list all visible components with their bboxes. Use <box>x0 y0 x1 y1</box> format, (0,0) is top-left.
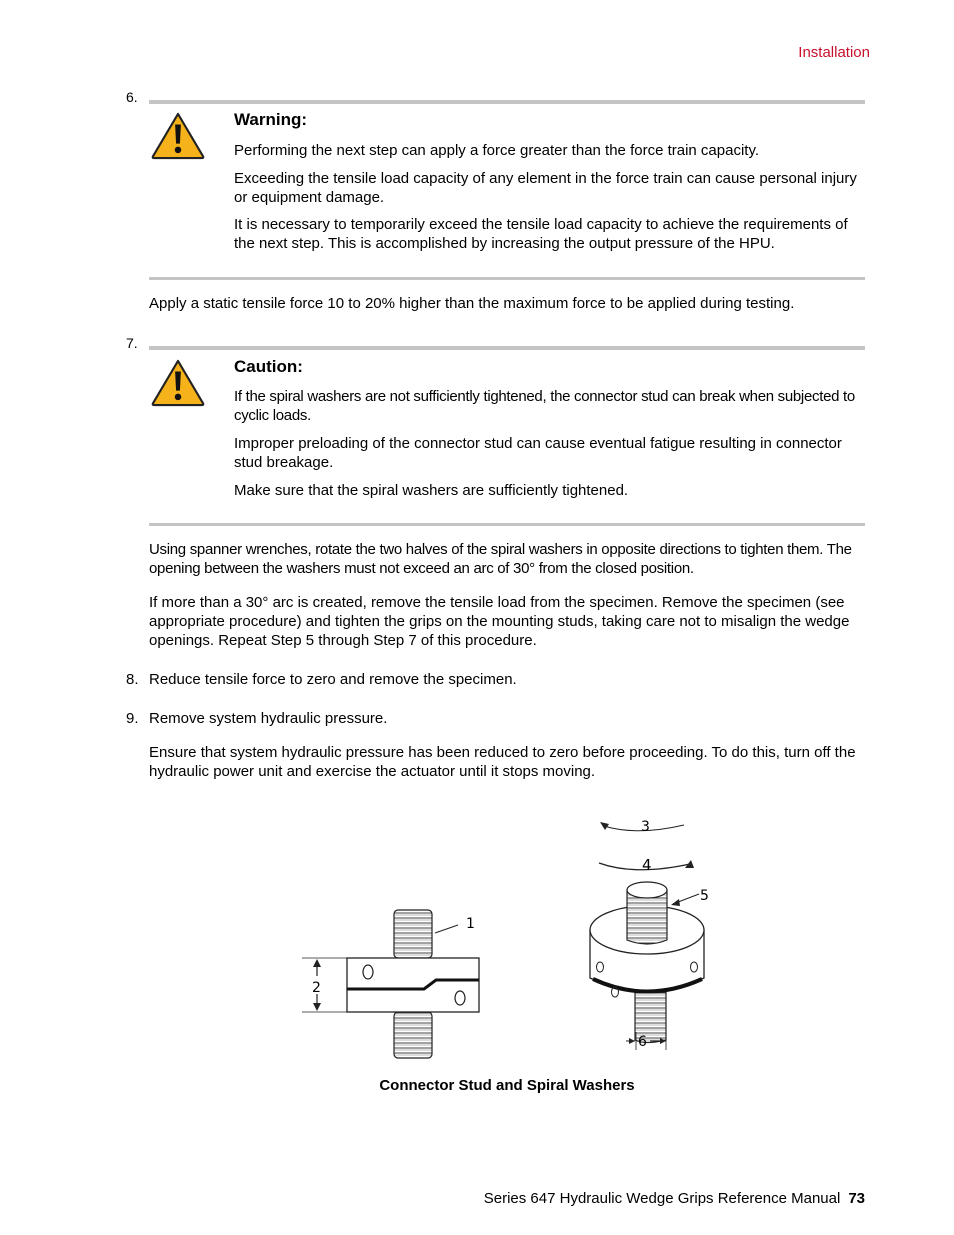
connector-stud-figure <box>290 812 740 1064</box>
step-9-number: 9. <box>126 710 139 727</box>
caution-top-rule <box>149 346 865 350</box>
figure-caption: Connector Stud and Spiral Washers <box>379 1077 635 1094</box>
warning-title: Warning: <box>234 110 308 129</box>
step-9-text: Remove system hydraulic pressure. <box>149 710 388 727</box>
warning-top-rule <box>149 100 865 104</box>
caution-title: Caution: <box>234 357 303 376</box>
step-8-text: Reduce tensile force to zero and remove the specimen. <box>149 671 517 688</box>
step-7-text-1: Using spanner wrenches, rotate the two halves of the spiral washers in opposite directions to tighten them. The opening between the washers must not exceed an arc of 30° from the closed position. <box>149 541 852 577</box>
caution-triangle-icon <box>149 359 207 407</box>
running-header: Installation <box>798 44 870 61</box>
step-7-number: 7. <box>126 335 138 351</box>
callout-3: 3 <box>641 819 650 835</box>
caution-paragraph-2: Improper preloading of the connector stud can cause eventual fatigue resulting in connector stud breakage. <box>234 435 842 471</box>
warning-paragraph-3: It is necessary to temporarily exceed the tensile load capacity to achieve the requirements of the next step. This is accomplished by increasing the output pressure of the HPU. <box>234 216 848 252</box>
manual-title: Series 647 Hydraulic Wedge Grips Reference Manual <box>483 1190 841 1207</box>
caution-bottom-rule <box>149 523 865 526</box>
page-number: 73 <box>848 1190 865 1207</box>
callout-2: 2 <box>312 980 321 996</box>
warning-bottom-rule <box>149 277 865 280</box>
stud-side-view <box>302 910 479 1058</box>
callout-4: 4 <box>642 856 652 874</box>
step-6-text: Apply a static tensile force 10 to 20% higher than the maximum force to be applied during testing. <box>149 295 795 312</box>
page-footer <box>484 1189 865 1208</box>
callout-6: 6 <box>638 1034 647 1050</box>
caution-paragraph-3: Make sure that the spiral washers are sufficiently tightened. <box>234 482 629 499</box>
step-8-number: 8. <box>126 671 139 688</box>
callout-1: 1 <box>466 916 475 932</box>
step-6-number: 6. <box>126 89 138 105</box>
warning-paragraph-2: Exceeding the tensile load capacity of any element in the force train can cause personal injury or equipment damage. <box>234 170 857 206</box>
callout-5: 5 <box>700 888 709 904</box>
step-7-text-2: If more than a 30° arc is created, remove the tensile load from the specimen. Remove the specimen (see appropriate procedure) and tighten the grips on the mounting studs, taking care not to misalign the wedge openings. Repeat Step 5 through Step 7 of this procedure. <box>149 594 850 649</box>
caution-paragraph-1: If the spiral washers are not sufficiently tightened, the connector stud can break when subjected to cyclic loads. <box>234 388 855 424</box>
step-9-detail: Ensure that system hydraulic pressure has been reduced to zero before proceeding. To do this, turn off the hydraulic power unit and exercise the actuator until it stops moving. <box>149 744 856 780</box>
warning-paragraph-1: Performing the next step can apply a force greater than the force train capacity. <box>234 142 760 159</box>
warning-triangle-icon <box>149 112 207 160</box>
